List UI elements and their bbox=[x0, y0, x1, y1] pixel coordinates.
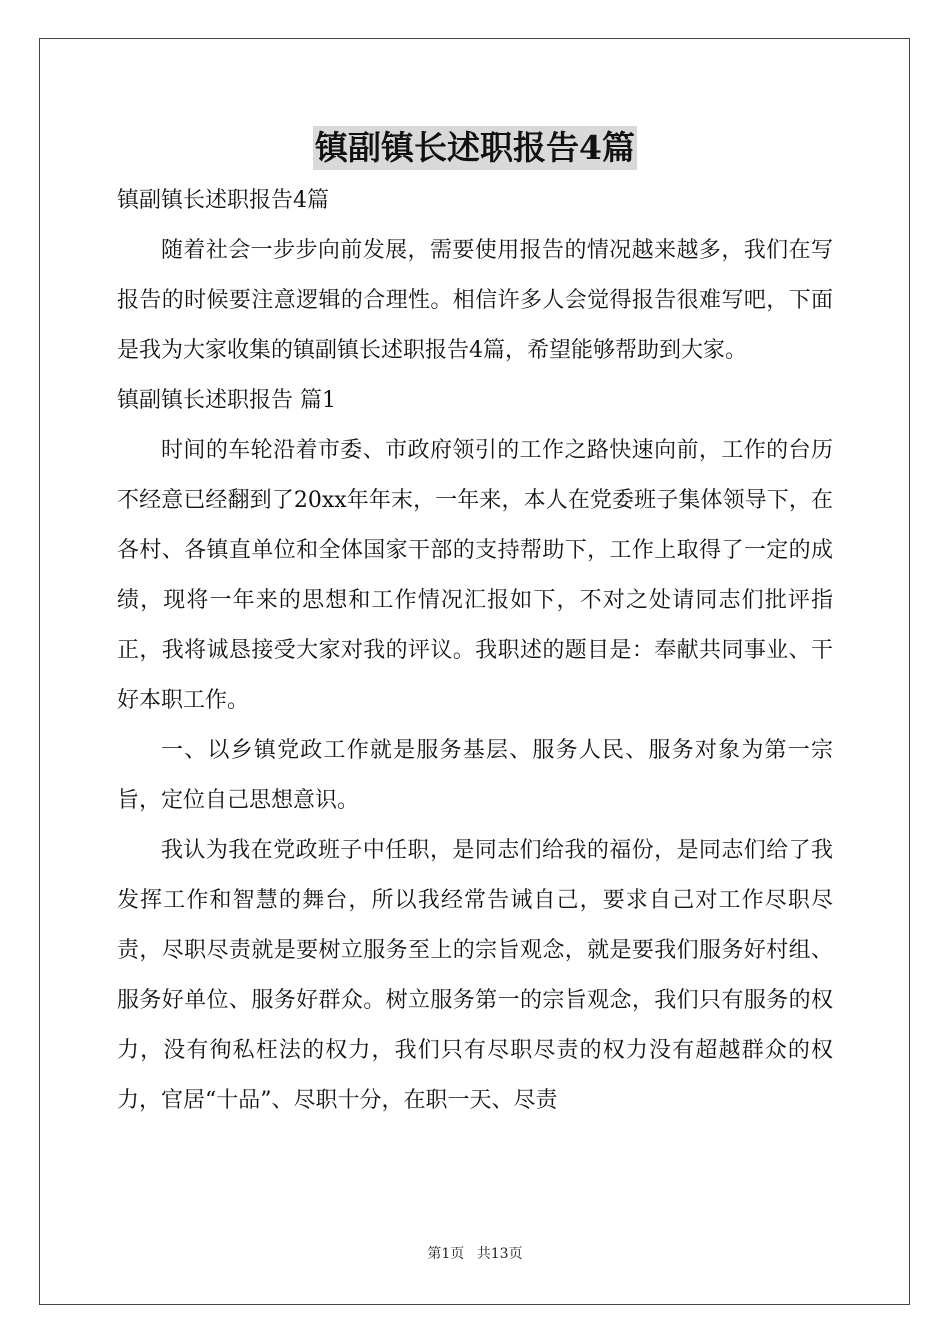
paragraph: 一、以乡镇党政工作就是服务基层、服务人民、服务对象为第一宗旨，定位自己思想意识。 bbox=[117, 738, 833, 813]
paragraph: 镇副镇长述职报告4篇 bbox=[117, 188, 329, 213]
paragraph: 随着社会一步步向前发展，需要使用报告的情况越来越多，我们在写报告的时候要注意逻辑的合理性。相信许多人会觉得报告很难写吧，下面是我为大家收集的镇副镇长述职报告4篇，希望能够帮助到大家。 bbox=[117, 238, 833, 363]
title-area bbox=[0, 126, 950, 170]
document-title: 镇副镇长述职报告4篇 bbox=[313, 126, 637, 170]
page-footer bbox=[0, 1244, 950, 1264]
document-body bbox=[117, 176, 833, 1126]
paragraph: 我认为我在党政班子中任职，是同志们给我的福份，是同志们给了我发挥工作和智慧的舞台，所以我经常告诫自己，要求自己对工作尽职尽责，尽职尽责就是要树立服务至上的宗旨观念，就是要我们服务好村组、服务好单位、服务好群众。树立服务第一的宗旨观念，我们只有服务的权力，没有徇私枉法的权力，我们只有尽职尽责的权力没有超越群众的权力，官居“十品”、尽职十分，在职一天、尽责 bbox=[117, 838, 833, 1113]
section-heading: 镇副镇长述职报告 篇1 bbox=[117, 388, 336, 413]
page-number: 第1页 bbox=[427, 1246, 465, 1262]
page-total: 共13页 bbox=[476, 1246, 523, 1262]
paragraph: 时间的车轮沿着市委、市政府领引的工作之路快速向前，工作的台历不经意已经翻到了20xx年年末，一年来，本人在党委班子集体领导下，在各村、各镇直单位和全体国家干部的支持帮助下，工作上取得了一定的成绩，现将一年来的思想和工作情况汇报如下，不对之处请同志们批评指正，我将诚恳接受大家对我的评议。我职述的题目是：奉献共同事业、干好本职工作。 bbox=[117, 438, 833, 713]
